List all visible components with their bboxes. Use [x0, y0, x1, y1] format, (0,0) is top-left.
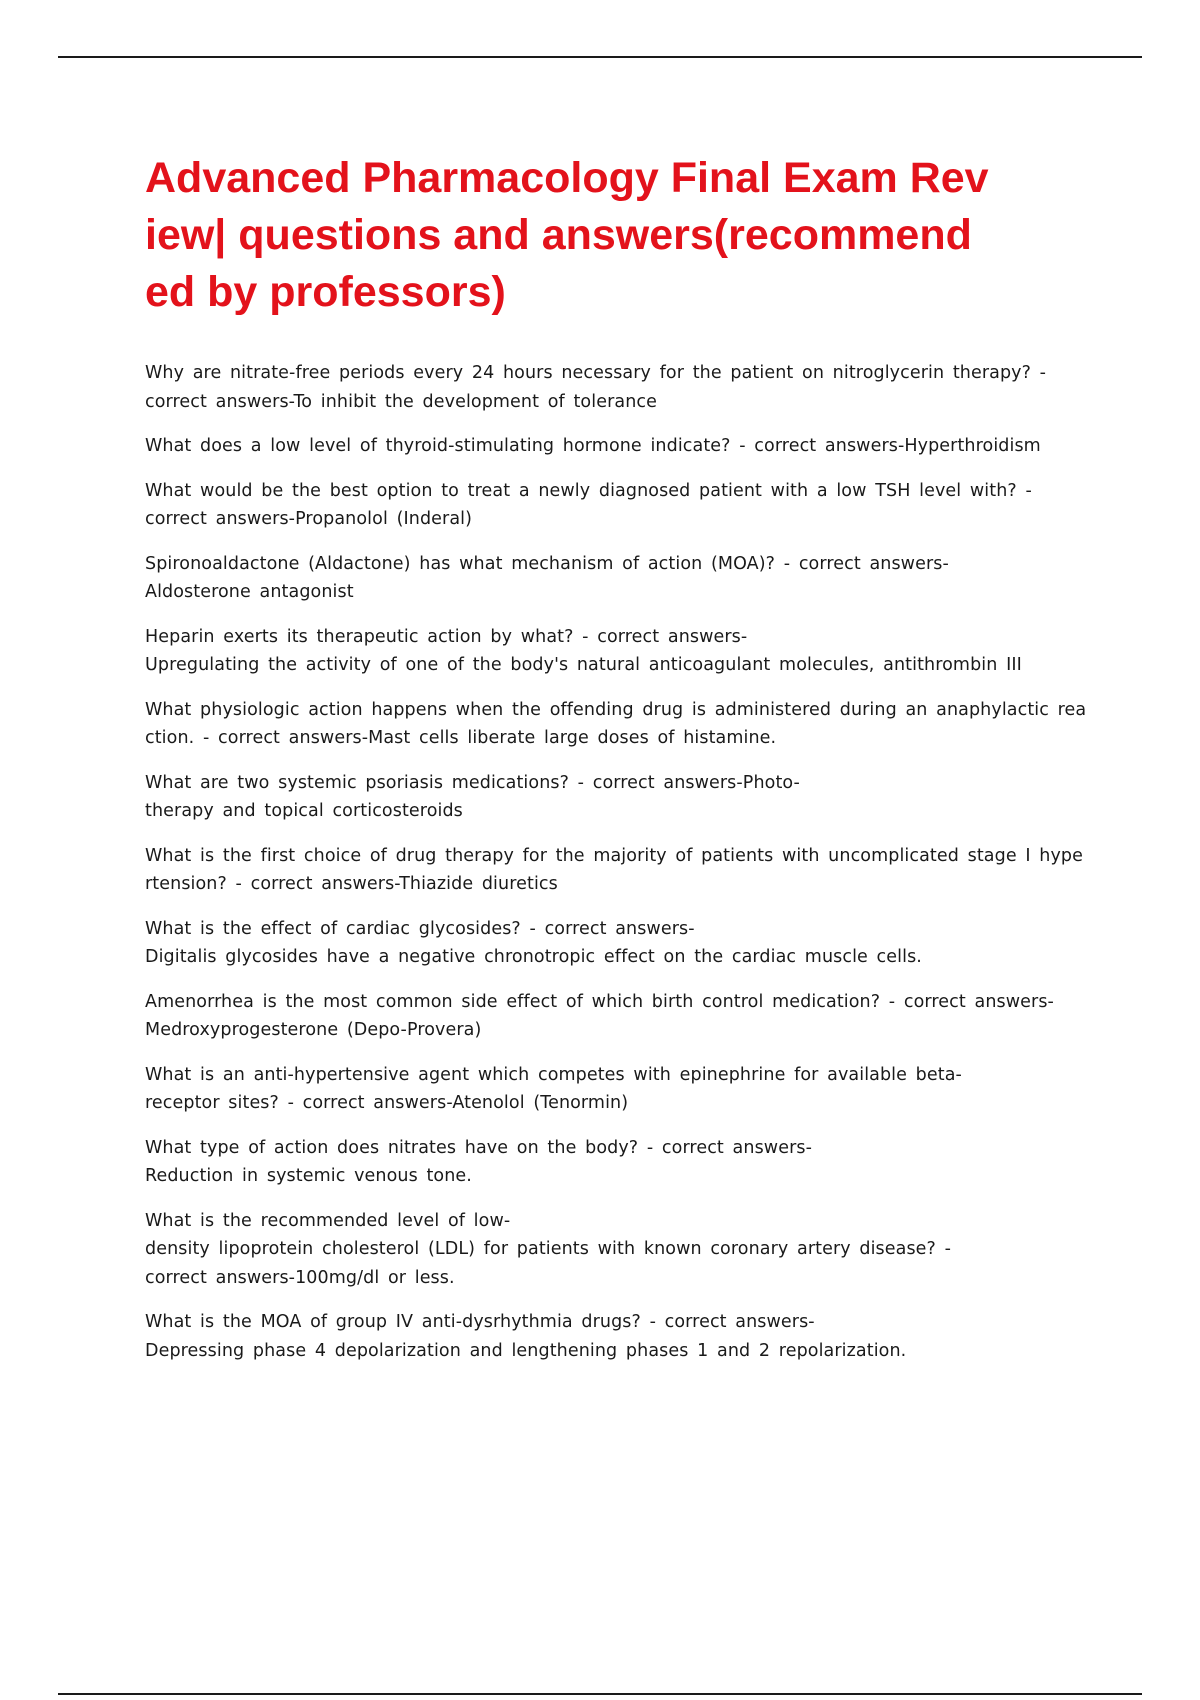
qa-line: density lipoprotein cholesterol (LDL) for patients with known coronary artery disease? -	[145, 1239, 951, 1259]
qa-line: Depressing phase 4 depolarization and lengthening phases 1 and 2 repolarization.	[145, 1340, 907, 1361]
qa-line: What type of action does nitrates have on the body? - correct answers-	[145, 1137, 812, 1158]
qa-line: What does a low level of thyroid-stimulating hormone indicate? - correct answers-Hyperthroidism	[145, 436, 1041, 456]
qa-line: Spironoaldactone (Aldactone) has what mechanism of action (MOA)? - correct answers-	[145, 553, 949, 574]
qa-line: rtension? - correct answers-Thiazide diuretics	[145, 874, 558, 894]
qa-item	[145, 842, 1095, 899]
qa-item	[145, 1308, 1095, 1365]
qa-line: Aldosterone antagonist	[145, 582, 354, 602]
qa-line: What is the first choice of drug therapy for the majority of patients with uncomplicated stage I hype	[145, 845, 1084, 866]
qa-item	[145, 988, 1095, 1045]
qa-item	[145, 1134, 1095, 1191]
qa-item	[145, 769, 1095, 826]
qa-line: What is the MOA of group IV anti-dysrhythmia drugs? - correct answers-	[145, 1312, 815, 1332]
title-line: iew| questions and answers(recommend	[145, 211, 972, 259]
qa-item	[145, 696, 1095, 753]
qa-line: Upregulating the activity of one of the body's natural anticoagulant molecules, antithrombin III	[145, 655, 1022, 675]
qa-line: correct answers-100mg/dl or less.	[145, 1267, 455, 1288]
qa-item	[145, 359, 1095, 416]
qa-line: Heparin exerts its therapeutic action by what? - correct answers-	[145, 626, 748, 647]
qa-item	[145, 432, 1095, 461]
title-line: ed by professors)	[145, 268, 506, 316]
qa-line: What is the recommended level of low-	[145, 1210, 511, 1231]
qa-line: receptor sites? - correct answers-Atenolol (Tenormin)	[145, 1093, 629, 1113]
qa-line: What physiologic action happens when the offending drug is administered during an anaphylactic rea	[145, 699, 1087, 720]
qa-line: What would be the best option to treat a newly diagnosed patient with a low TSH level with? -	[145, 480, 1032, 501]
qa-item	[145, 915, 1095, 972]
qa-item	[145, 477, 1095, 534]
qa-line: correct answers-Propanolol (Inderal)	[145, 509, 473, 529]
qa-item	[145, 1207, 1095, 1293]
title-line: Advanced Pharmacology Final Exam Rev	[145, 154, 989, 202]
qa-line: What is an anti-hypertensive agent which competes with epinephrine for available beta-	[145, 1064, 962, 1085]
qa-line: What is the effect of cardiac glycosides? - correct answers-	[145, 918, 695, 939]
qa-line: Medroxyprogesterone (Depo-Provera)	[145, 1020, 482, 1040]
qa-item	[145, 1061, 1095, 1118]
qa-item	[145, 550, 1095, 607]
qa-line: Why are nitrate-free periods every 24 hours necessary for the patient on nitroglycerin therapy? -	[145, 363, 1047, 383]
header-rule	[58, 56, 1142, 58]
qa-line: Reduction in systemic venous tone.	[145, 1166, 472, 1186]
document-title	[145, 150, 1095, 321]
qa-line: correct answers-To inhibit the development of tolerance	[145, 391, 657, 412]
qa-item	[145, 623, 1095, 680]
qa-line: Digitalis glycosides have a negative chronotropic effect on the cardiac muscle cells.	[145, 947, 922, 967]
qa-line: ction. - correct answers-Mast cells liberate large doses of histamine.	[145, 728, 777, 748]
qa-line: Amenorrhea is the most common side effect of which birth control medication? - correct answers-	[145, 991, 1054, 1012]
qa-line: What are two systemic psoriasis medications? - correct answers-Photo-	[145, 772, 800, 793]
qa-line: therapy and topical corticosteroids	[145, 801, 463, 821]
document-body	[145, 150, 1095, 1381]
footer-rule	[58, 1693, 1142, 1695]
